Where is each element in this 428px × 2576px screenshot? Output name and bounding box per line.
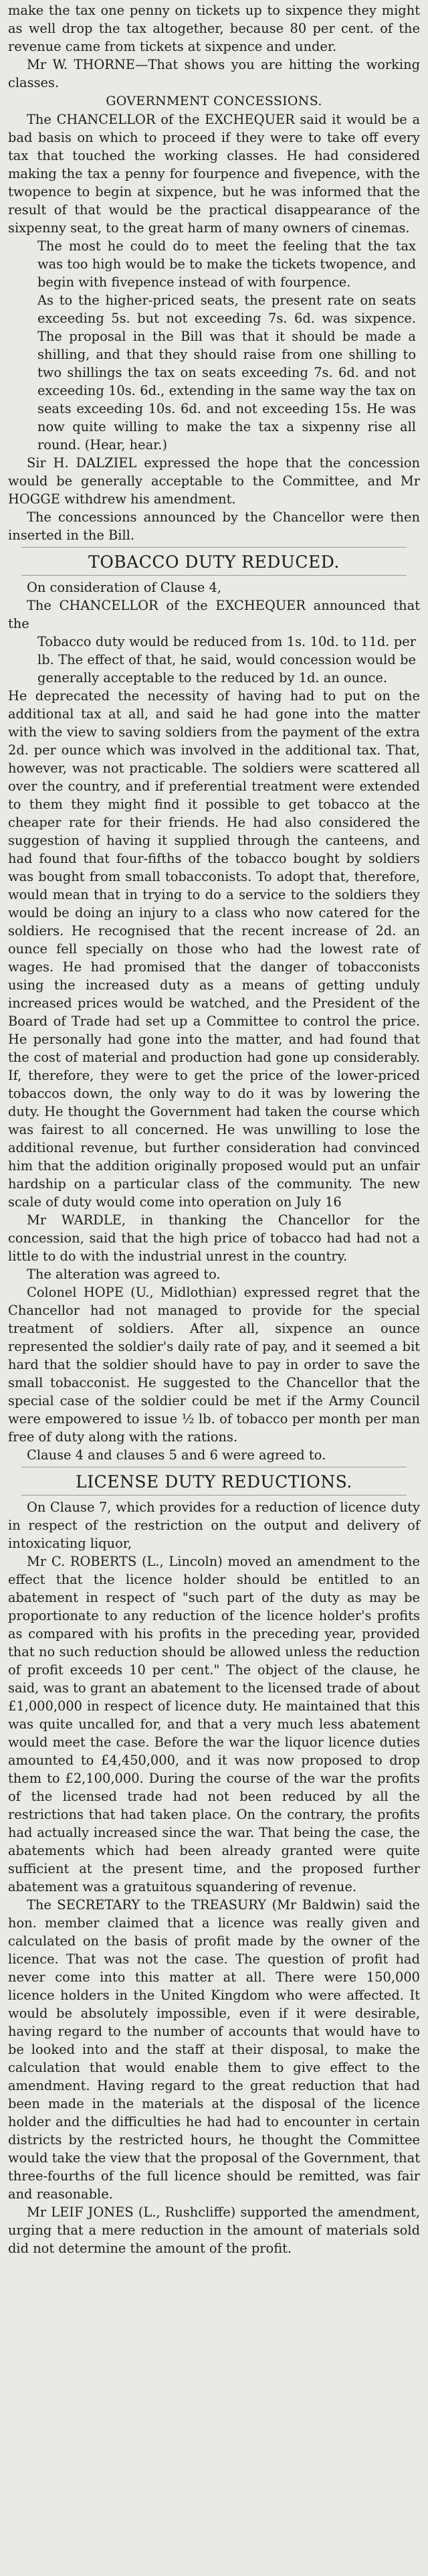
paragraph-clauses-agreed: Clause 4 and clauses 5 and 6 were agreed to. bbox=[27, 1447, 326, 1463]
paragraph-concession-twopence: The most he could do to meet the feeling that the tax was too high would be to make the tickets twopence, and begin with fivepence instead of with fourpence. bbox=[37, 238, 416, 290]
paragraph-secretary-treasury: The SECRETARY to the TREASURY (Mr Baldwin) said the hon. member claimed that a licence was really given and calculated on the basis of profit made by the owner of the licence. That was not the case. The question of profit had never come into this matter at all. There were 150,000 licence holders in the United Kingdom who were affected. It would be absolutely impossible, even if it were desirable, having regard to the number of accounts that would have to be looked into and the staff at their disposal, to make the calculation that would enable them to give effect to the amendment. Having regard to the great reduction that had been made in the materials at the disposal of the licence holder and the difficulties he had had to encounter in certain districts by the restricted hours, he thought the Committee would take the view that the proposal of the Government, that three-fourths of the full licence should be remitted, was fair and reasonable. bbox=[8, 1897, 420, 2202]
section-divider bbox=[21, 1495, 407, 1496]
paragraph-opening: make the tax one penny on tickets up to sixpence they might as well drop the tax altogether, because 80 per cent. of the revenue came from tickets at sixpence and under. bbox=[8, 3, 420, 54]
section-heading-license-duty: LICENSE DUTY REDUCTIONS. bbox=[76, 1472, 352, 1492]
paragraph-chancellor-announced: The CHANCELLOR of the EXCHEQUER announced that the bbox=[8, 598, 420, 631]
paragraph-wardle: Mr WARDLE, in thanking the Chancellor for the concession, said that the high price of tobacco had had not a little to do with the industrial unrest in the country. bbox=[8, 1212, 420, 1264]
paragraph-thorne: Mr W. THORNE—That shows you are hitting the working classes. bbox=[8, 57, 420, 90]
paragraph-clause-7: On Clause 7, which provides for a reduction of licence duty in respect of the restriction on the output and delivery of intoxicating liquor, bbox=[8, 1500, 420, 1551]
paragraph-alteration-agreed: The alteration was agreed to. bbox=[27, 1267, 221, 1282]
paragraph-concessions-inserted: The concessions announced by the Chancellor were then inserted in the Bill. bbox=[8, 509, 420, 543]
paragraph-dalziel: Sir H. DALZIEL expressed the hope that the concession would be generally acceptable to the Committee, and Mr HOGGE withdrew his amendment. bbox=[8, 455, 420, 507]
paragraph-chancellor-cinema: The CHANCELLOR of the EXCHEQUER said it would be a bad basis on which to proceed if they were to take off every tax that touched the working classes. He had considered making the tax a penny for fourpence and fivepence, with the twopence to begin at sixpence, but he was informed that the result of that would be the practical disappearance of the sixpenny seat, to the great harm of many owners of cinemas. bbox=[8, 112, 420, 236]
paragraph-leif-jones: Mr LEIF JONES (L., Rushcliffe) supported the amendment, urging that a mere reduction in the amount of materials sold did not determine the amount of the profit. bbox=[8, 2204, 420, 2256]
section-divider bbox=[21, 575, 407, 576]
paragraph-concession-higher-seats: As to the higher-priced seats, the present rate on seats exceeding 5s. but not exceeding 7s. 6d. was sixpence. The proposal in the Bill was that it should be made a shilling, and that they should raise from one shilling to two shillings the tax on seats exceeding 7s. 6d. and not exceeding 10s. 6d., extending in the same way the tax on seats exceeding 10s. 6d. and not exceeding 15s. He was now quite willing to make the tax a sixpenny rise all round. (Hear, hear.) bbox=[37, 293, 416, 453]
inset-block-concession bbox=[8, 237, 420, 454]
paragraph-colonel-hope: Colonel HOPE (U., Midlothian) expressed regret that the Chancellor had not managed to provide for the special treatment of soldiers. After all, sixpence an ounce represented the soldier's daily rate of pay, and it seemed a bit hard that the soldier should have to pay in order to save the small tobacconist. He suggested to the Chancellor that the special case of the soldier could be met if the Army Council were empowered to issue ½ lb. of tobacco per month per man free of duty along with the rations. bbox=[8, 1285, 420, 1445]
section-heading-tobacco-duty: TOBACCO DUTY REDUCED. bbox=[88, 552, 340, 572]
inset-block-tobacco bbox=[8, 633, 420, 687]
paragraph-tobacco-reduction: Tobacco duty would be reduced from 1s. 10d. to 11d. per lb. The effect of that, he said, would concession would be generally acceptable to the reduced by 1d. an ounce. bbox=[37, 634, 416, 686]
section-divider bbox=[21, 547, 407, 548]
paragraph-clause-4: On consideration of Clause 4, bbox=[27, 580, 221, 595]
paragraph-roberts-amendment: Mr C. ROBERTS (L., Lincoln) moved an amendment to the effect that the licence holder should be entitled to an abatement in respect of "such part of the duty as may be proportionate to any reduction of the licence holder's profits as compared with his profits in the preceding year, provided that no such reduction should be allowed unless the reduction of profit exceeds 10 per cent." The object of the clause, he said, was to grant an abatement to the licensed trade of about £1,000,000 in respect of licence duty. He maintained that this was quite uncalled for, and that a very much less abatement would meet the case. Before the war the liquor licence duties amounted to £4,450,000, and it was now proposed to drop them to £2,100,000. During the course of the war the profits of the licensed trade had not been reduced by all the restrictions that had taken place. On the contrary, the profits had actually increased since the war. That being the case, the abatements which had been already granted were quite sufficient at the present time, and the proposed further abatement was a gratuitous squandering of revenue. bbox=[8, 1554, 420, 1895]
section-heading-government-concessions: GOVERNMENT CONCESSIONS. bbox=[106, 94, 322, 108]
paragraph-tobacco-explanation: He deprecated the necessity of having had to put on the additional tax at all, and said he had gone into the matter with the view to saving soldiers from the payment of the extra 2d. per ounce which was involved in the additional tax. That, however, was not practicable. The soldiers were scattered all over the country, and if preferential treatment were extended to them they might find it possible to get tobacco at the cheaper rate for their friends. He had also considered the suggestion of having it supplied through the canteens, and had found that four-fifths of the tobacco bought by soldiers was bought from small tobacconists. To adopt that, therefore, would mean that in trying to do a service to the soldiers they would be doing an injury to a class who now catered for the soldiers. He recognised that the recent increase of 2d. an ounce fell specially on those who had the lowest rate of wages. He had promised that the danger of tobacconists using the increased duty as a means of getting unduly increased prices would be watched, and the President of the Board of Trade had set up a Committee to control the price. He personally had gone into the matter, and had found that the cost of material and production had gone up considerably. If, therefore, they were to get the price of the lower-priced tobaccos down, the only way to do it was by lowering the duty. He thought the Government had taken the course which was fairest to all concerned. He was unwilling to lose the additional revenue, but further consideration had convinced him that the addition originally proposed would put an unfair hardship on a particular class of the community. The new scale of duty would come into operation on July 16 bbox=[8, 688, 420, 1210]
